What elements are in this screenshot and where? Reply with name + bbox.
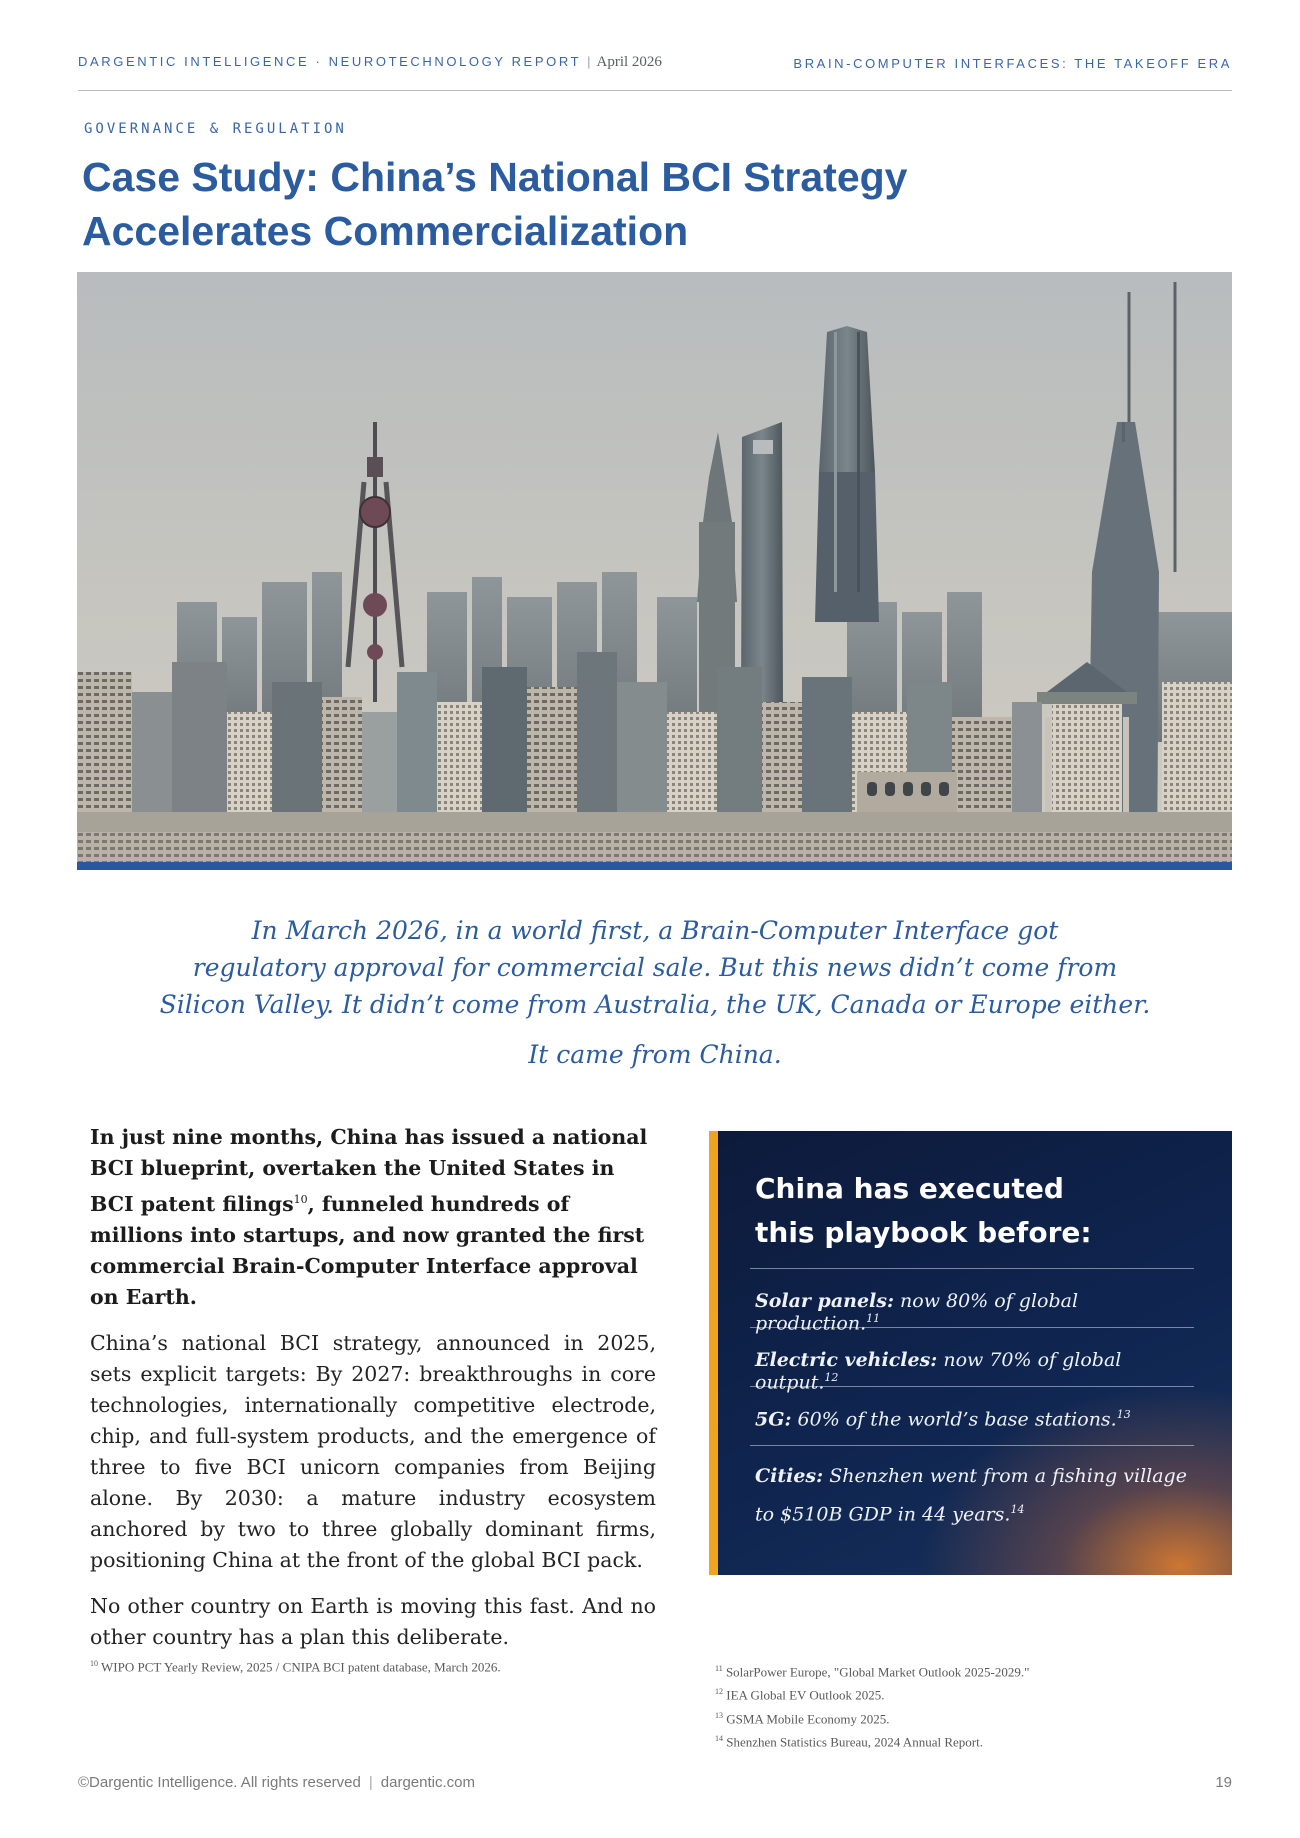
footnote-ref-14: 14 bbox=[1010, 1503, 1025, 1516]
callout-item-label: Solar panels: bbox=[755, 1290, 894, 1312]
lede-quote bbox=[120, 912, 1190, 1073]
callout-title-line-1: China has executed bbox=[755, 1172, 1064, 1205]
callout-item-cities bbox=[750, 1445, 1194, 1527]
header-date: April 2026 bbox=[596, 54, 662, 70]
footnote-ref-11: 11 bbox=[866, 1312, 881, 1325]
footnote-number: 12 bbox=[715, 1687, 723, 1697]
header-left bbox=[78, 54, 662, 71]
callout-item-5g bbox=[750, 1386, 1194, 1445]
title-line-1: Case Study: China’s National BCI Strategy bbox=[82, 154, 908, 200]
lead-text-2: , funneled hundreds of millions into startups, and now granted the first commercial Brain-Computer Interface approval on Earth. bbox=[90, 1191, 645, 1309]
playbook-callout bbox=[709, 1131, 1232, 1575]
callout-title-line-2: this playbook before: bbox=[755, 1216, 1092, 1249]
callout-accent-bar bbox=[709, 1131, 718, 1575]
header-separator: | bbox=[587, 54, 591, 69]
closing-paragraph: No other country on Earth is moving this fast. And no other country has a plan this deliberate. bbox=[90, 1593, 656, 1649]
section-kicker: GOVERNANCE & REGULATION bbox=[84, 121, 347, 137]
page-number: 19 bbox=[1215, 1774, 1232, 1791]
header-right: BRAIN-COMPUTER INTERFACES: THE TAKEOFF ERA bbox=[793, 56, 1232, 71]
footnote-text: Shenzhen Statistics Bureau, 2024 Annual Report. bbox=[726, 1734, 983, 1750]
shanghai-skyline-image bbox=[77, 272, 1232, 866]
skyline-photo bbox=[77, 272, 1232, 866]
callout-item-ev bbox=[750, 1327, 1194, 1394]
footnote-number: 10 bbox=[90, 1659, 98, 1668]
footer-separator: | bbox=[368, 1774, 373, 1791]
footnote-ref-12: 12 bbox=[824, 1371, 839, 1384]
footnote-text: GSMA Mobile Economy 2025. bbox=[726, 1710, 890, 1726]
footnote bbox=[715, 1729, 1029, 1752]
footer-copyright: ©Dargentic Intelligence. All rights reserved bbox=[78, 1774, 361, 1791]
page-header bbox=[78, 54, 1232, 91]
title-line-2: Accelerates Commercialization bbox=[82, 208, 689, 254]
lead-text-1: In just nine months, China has issued a national BCI blueprint, overtaken the United States in BCI patent filings bbox=[90, 1125, 648, 1216]
footnotes-right bbox=[715, 1659, 1029, 1752]
strategy-paragraph: China’s national BCI strategy, announced in 2025, sets explicit targets: By 2027: breakthroughs in core technologies, internationally competitive electrode, chip, and full-system products, and the emergence of three to five BCI unicorn companies from Beijing alone. By 2030: a mature industry ecosystem anchored by two to three globally dominant firms, positioning China at the front of the global BCI pack. bbox=[90, 1330, 656, 1572]
callout-item-text-2: to $510B GDP in 44 years. bbox=[755, 1503, 1011, 1526]
footnote bbox=[90, 1659, 501, 1675]
callout-item-label: 5G: bbox=[755, 1408, 792, 1431]
footnote-text: WIPO PCT Yearly Review, 2025 / CNIPA BCI patent database, March 2026. bbox=[101, 1659, 501, 1675]
footnote bbox=[715, 1682, 1029, 1705]
callout-item-label: Electric vehicles: bbox=[755, 1349, 938, 1371]
callout-item-text: Shenzhen went from a fishing village bbox=[829, 1465, 1187, 1487]
callout-item-label: Cities: bbox=[755, 1465, 824, 1487]
footnote bbox=[715, 1706, 1029, 1729]
lede-line-3: Silicon Valley. It didn’t come from Australia, the UK, Canada or Europe either. bbox=[159, 990, 1151, 1019]
footnote-number: 14 bbox=[715, 1733, 723, 1743]
lede-paragraph bbox=[120, 912, 1190, 1023]
callout-item-text: now 80% of global production. bbox=[755, 1290, 1079, 1335]
footnote-number: 13 bbox=[715, 1710, 723, 1720]
page-title bbox=[82, 150, 982, 258]
footnote-text: IEA Global EV Outlook 2025. bbox=[726, 1687, 885, 1703]
callout-title bbox=[755, 1167, 1092, 1255]
callout-list bbox=[750, 1268, 1194, 1527]
footnote-ref-10: 10 bbox=[293, 1193, 308, 1206]
lead-paragraph bbox=[90, 1122, 656, 1313]
footnotes-left bbox=[90, 1659, 501, 1675]
body-column bbox=[90, 1122, 656, 1653]
footnote bbox=[715, 1659, 1029, 1682]
footer-website-link[interactable]: dargentic.com bbox=[380, 1774, 475, 1791]
callout-item-text: now 70% of global output. bbox=[755, 1349, 1122, 1394]
footnote-ref-13: 13 bbox=[1116, 1408, 1131, 1421]
lede-line-1: In March 2026, in a world first, a Brain-Computer Interface got bbox=[251, 916, 1059, 945]
header-report-label: DARGENTIC INTELLIGENCE · NEUROTECHNOLOGY REPORT bbox=[78, 54, 582, 69]
footnote-text: SolarPower Europe, "Global Market Outlook 2025-2029." bbox=[725, 1664, 1030, 1680]
callout-item-solar bbox=[750, 1268, 1194, 1335]
lede-line-2: regulatory approval for commercial sale. But this news didn’t come from bbox=[192, 953, 1118, 982]
lede-line-4: It came from China. bbox=[528, 1040, 782, 1069]
footnote-number: 11 bbox=[715, 1664, 723, 1673]
photo-accent-rule bbox=[77, 862, 1232, 870]
page-footer bbox=[78, 1774, 475, 1791]
callout-item-text: 60% of the world’s base stations. bbox=[797, 1408, 1117, 1431]
